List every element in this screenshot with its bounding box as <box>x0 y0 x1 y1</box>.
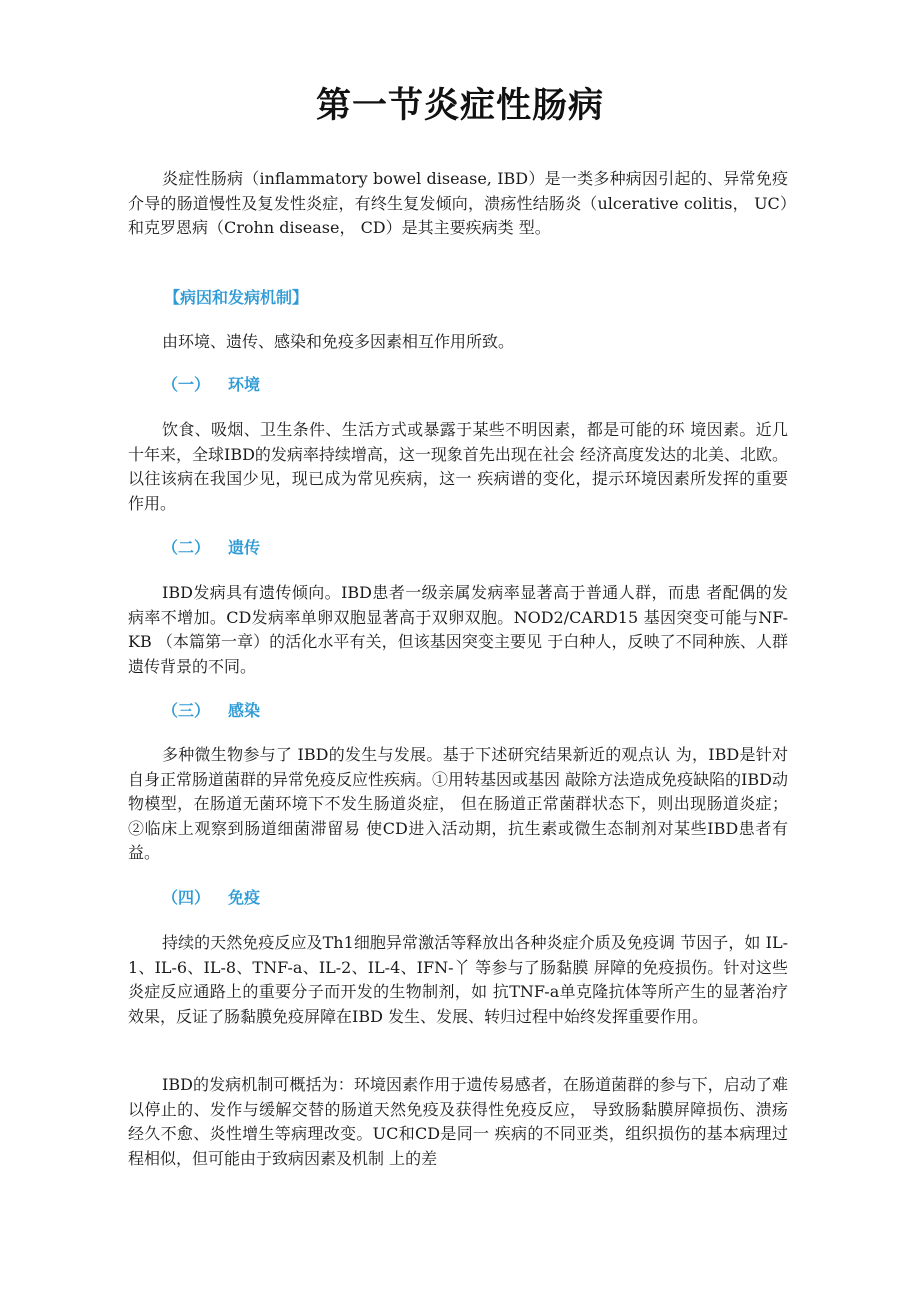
subsection-label: 免疫 <box>228 888 261 907</box>
subsection-number: （一） <box>162 375 211 394</box>
subsection-heading-environment <box>162 374 260 396</box>
intro-paragraph: 炎症性肠病（inflammatory bowel disease, IBD）是一类多种病因引起的、异常免疫介导的肠道慢性及复发性炎症，有终生复发倾向，溃疡性结肠炎（ulcerative colitis， UC）和克罗恩病（Crohn disease， CD）是其主要疾病类 型。 <box>128 169 788 237</box>
section-heading: 【病因和发病机制】 <box>164 288 309 307</box>
subsection-heading-infection <box>162 700 260 722</box>
immunity-paragraph: 持续的天然免疫反应及Th1细胞异常激活等释放出各种炎症介质及免疫调 节因子，如 IL-1、IL-6、IL-8、TNF-a、IL-2、IL-4、IFN-丫 等参与了肠黏膜 屏障的免疫损伤。针对这些炎症反应通路上的重要分子而开发的生物制剂，如 抗TNF-a单克隆抗体等所产生的显著治疗效果，反证了肠黏膜免疫屏障在IBD 发生、发展、转归过程中始终发挥重要作用。 <box>128 933 788 1026</box>
genetics-paragraph: IBD发病具有遗传倾向。IBD患者一级亲属发病率显著高于普通人群，而患 者配偶的发病率不增加。CD发病率单卵双胞显著高于双卵双胞。NOD2/CARD15 基因突变可能与NF-KB （本篇第一章）的活化水平有关，但该基因突变主要见 于白种人，反映了不同种族、人群遗传背景的不同。 <box>128 583 788 676</box>
page-title: 第一节炎症性肠病 <box>315 86 604 126</box>
subsection-heading-immunity <box>162 887 260 909</box>
subsection-number: （三） <box>162 701 211 720</box>
environment-paragraph: 饮食、吸烟、卫生条件、生活方式或暴露于某些不明因素，都是可能的环 境因素。近几十年来，全球IBD的发病率持续增高，这一现象首先出现在社会 经济高度发达的北美、北欧。以往该病在我国少见，现已成为常见疾病，这一 疾病谱的变化，提示环境因素所发挥的重要作用。 <box>128 420 788 513</box>
subsection-label: 感染 <box>228 701 261 720</box>
summary-paragraph: IBD的发病机制可概括为：环境因素作用于遗传易感者，在肠道菌群的参与下，启动了难以停止的、发作与缓解交替的肠道天然免疫及获得性免疫反应， 导致肠黏膜屏障损伤、溃疡经久不愈、炎性增生等病理改变。UC和CD是同一 疾病的不同亚类，组织损伤的基本病理过程相似，但可能由于致病因素及机制 上的差 <box>128 1075 788 1168</box>
subsection-label: 遗传 <box>228 538 261 557</box>
infection-paragraph: 多种微生物参与了 IBD的发生与发展。基于下述研究结果新近的观点认 为，IBD是针对自身正常肠道菌群的异常免疫反应性疾病。①用转基因或基因 敲除方法造成免疫缺陷的IBD动物模型，在肠道无菌环境下不发生肠道炎症， 但在肠道正常菌群状态下，则出现肠道炎症；②临床上观察到肠道细菌滞留易 使CD进入活动期，抗生素或微生态制剂对某些IBD患者有益。 <box>128 745 788 862</box>
subsection-number: （二） <box>162 538 211 557</box>
subsection-label: 环境 <box>228 375 261 394</box>
overview-paragraph: 由环境、遗传、感染和免疫多因素相互作用所致。 <box>162 332 515 351</box>
subsection-heading-genetics <box>162 537 260 559</box>
subsection-number: （四） <box>162 888 211 907</box>
